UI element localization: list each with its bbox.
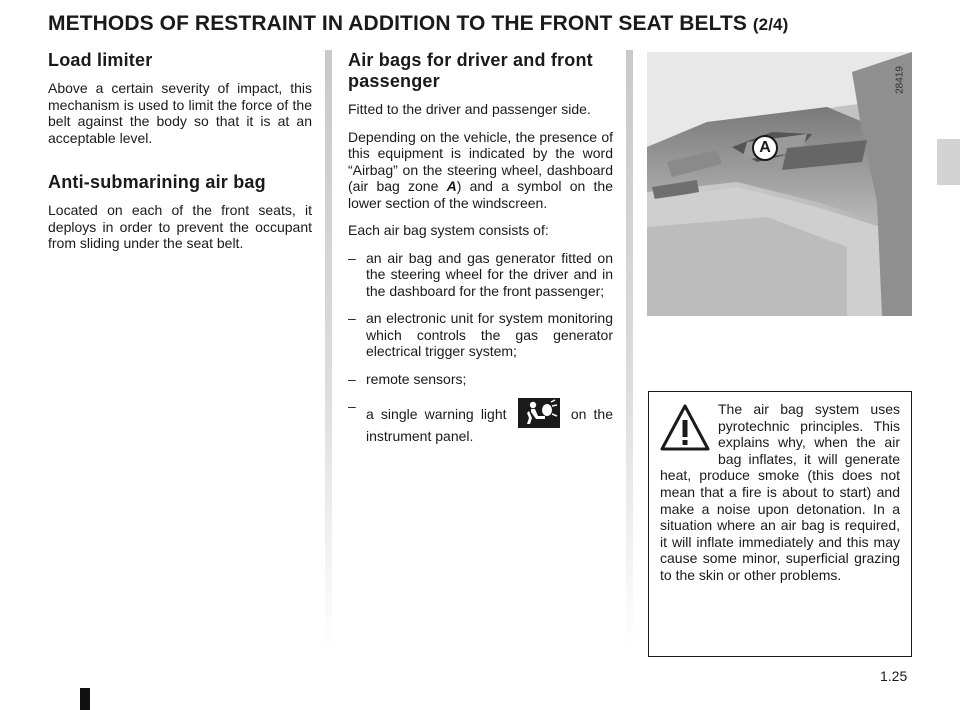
dashboard-photo-image [647, 52, 912, 316]
anti-submarining-heading: Anti-submarining air bag [48, 172, 266, 192]
warning-light-text-start: a single warning light [366, 406, 507, 422]
components-list [348, 250, 613, 445]
warning-light-text-end: on the instrument panel. [366, 406, 614, 444]
list-item-text: remote sensors; [366, 370, 467, 387]
illustration-reference-code: 28419 [894, 66, 906, 94]
page-edge-mark [80, 688, 90, 710]
presence-text-start: Depending on the vehicle, the presence of this equipment is indicated by the word “Airbag” on the steering wheel, dashboard (air bag zone [348, 128, 613, 194]
dashboard-illustration [647, 52, 912, 316]
page-part-indicator: (2/4) [752, 15, 789, 34]
page-title-text: METHODS OF RESTRAINT IN ADDITION TO THE FRONT SEAT BELTS [48, 12, 747, 35]
column-divider-left [325, 50, 332, 650]
page-number: 1.25 [880, 668, 908, 684]
presence-text-end: ) and a symbol on the lower section of the windscreen. [348, 178, 613, 211]
warning-triangle-icon [660, 403, 710, 453]
list-dash: – [348, 249, 356, 266]
list-item [348, 371, 613, 388]
page-title [48, 12, 788, 36]
load-limiter-heading: Load limiter [48, 50, 153, 70]
list-dash: – [348, 310, 356, 326]
column-divider-right [626, 50, 633, 650]
airbags-presence-text [348, 129, 613, 212]
list-item-text: an air bag and gas generator fitted on the steering wheel for the driver and in the dashboard for the front passenger; [366, 249, 613, 299]
list-item [348, 398, 613, 445]
airbags-heading: Air bags for driver and front passenger [348, 50, 593, 91]
warning-note-text: The air bag system uses pyrotechnic principles. This explains why, when the air bag inflates, it will generate heat, produce smoke (this does not mean that a fire is about to start) and make a noise upon detonation. In a situation where an air bag is required, it will inflate immediately and this may cause some minor, superficial grazing to the skin or other problems. [660, 401, 900, 583]
zone-reference: A [446, 178, 457, 194]
components-intro: Each air bag system consists of: [348, 222, 549, 238]
left-column [48, 50, 312, 263]
airbags-intro: Fitted to the driver and passenger side. [348, 101, 591, 117]
zone-a-label: A [752, 135, 778, 161]
list-item [348, 310, 613, 360]
list-item-text: an electronic unit for system monitoring which controls the gas generator electrical trigger system; [366, 310, 613, 359]
middle-column [348, 50, 613, 456]
warning-note [660, 401, 900, 584]
load-limiter-text: Above a certain severity of impact, this mechanism is used to limit the force of the belt against the body so that it is at an acceptable level. [48, 80, 312, 146]
list-item [348, 250, 613, 300]
list-dash: – [348, 370, 356, 387]
airbag-warning-light-icon [518, 398, 560, 428]
list-dash: – [348, 398, 356, 414]
section-side-tab [937, 139, 960, 185]
anti-submarining-text: Located on each of the front seats, it deploys in order to prevent the occupant from sliding under the seat belt. [48, 202, 312, 251]
